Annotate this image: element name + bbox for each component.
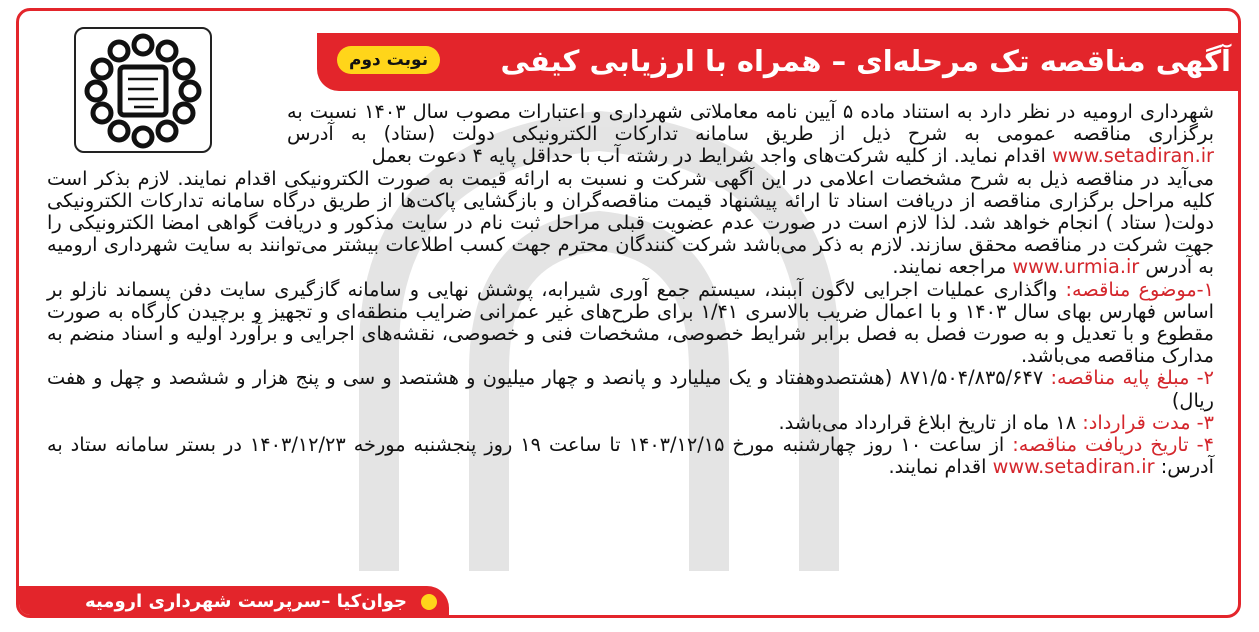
urmia-link[interactable]: www.urmia.ir — [1012, 255, 1140, 279]
signature-bar — [19, 586, 449, 618]
item-base-price: ۲- مبلغ پایه مناقصه: ۸۷۱/۵۰۴/۸۳۵/۶۴۷ (هشتصدوهفتاد و یک میلیارد و پانصد و چهار میلیون و هشتصد و سی و پنج هزار و ششصد و چهل و هفت ریال) — [47, 366, 1214, 412]
signature-text: جوان‌کیا –سرپرست شهرداری ارومیه — [85, 591, 407, 612]
item-duration: ۳- مدت قرارداد: ۱۸ ماه از تاریخ ابلاغ قرارداد می‌باشد. — [778, 410, 1214, 434]
item-subject-label: ۱-موضوع مناقصه: — [1065, 277, 1214, 301]
item-receive-date: ۴- تاریخ دریافت مناقصه: از ساعت ۱۰ روز چهارشنبه مورخ ۱۴۰۳/۱۲/۱۵ تا ساعت ۱۹ روز پنجشنبه مورخه ۱۴۰۳/۱۲/۲۳ در بستر سامانه ستاد به آدرس: www.setadiran.ir اقدام نمایند. — [47, 433, 1214, 479]
item-base-price-label: ۲- مبلغ پایه مناقصه: — [1050, 366, 1214, 390]
bullet-dot-icon — [421, 594, 437, 610]
setad-link-2[interactable]: www.setadiran.ir — [992, 455, 1155, 479]
setad-link[interactable]: www.setadiran.ir — [1052, 144, 1214, 168]
round-badge: نوبت دوم — [337, 46, 440, 74]
item-duration-label: ۳- مدت قرارداد: — [1082, 410, 1214, 434]
advertisement-frame — [16, 8, 1241, 618]
logo-box — [74, 27, 212, 153]
item-subject: ۱-موضوع مناقصه: واگذاری عملیات اجرایی لاگون آببند، سیستم جمع آوری شیرابه، پوشش نهایی و سامانه گازگیری سایت دفن پسماند نازلو بر اساس فهارس بهای سال ۱۴۰۳ و با اعمال ضریب بالاسری ۱/۴۱ برای طرح‌های غیر عمرانی ضرایب منطقه‌ای و تجهیز و برچیدن کارگاه به صورت مقطوع و با تعدیل و به صورت فصل به فصل برابر شرایط خصوصی، مشخصات فنی و خصوصی، نقشه‌های اجرایی و برآورد اولیه و اسناد منضم به مدارک مناقصه می‌باشد. — [47, 277, 1215, 368]
ad-body — [47, 100, 1215, 479]
instructions-paragraph: می‌آید در مناقصه ذیل به شرح مشخصات اعلامی در این آگهی شرکت و نسبت به ارائه قیمت به صورت الکترونیکی اقدام نمایند. لازم بذکر است کلیه مراحل برگزاری مناقصه از دریافت اسناد تا ارائه پیشنهاد قیمت مناقصه‌گران و بازگشایی پاکت‌ها از طریق درگاه سامانه تدارکات الکترونیکی دولت( ستاد ) انجام خواهد شد. لذا لازم است در صورت عدم عضویت قبلی مراحل ثبت نام در سایت مذکور و دریافت گواهی امضا الکترونیکی را جهت شرکت در مناقصه محقق سازند. لازم به ذکر می‌باشد شرکت کنندگان محترم جهت کسب اطلاعات بیشتر می‌توانند به سایت شهرداری ارومیه به آدرس www.urmia.ir مراجعه نمایند. — [47, 166, 1214, 279]
title-bar — [317, 33, 1241, 91]
ad-title: آگهی مناقصه تک مرحله‌ای – همراه با ارزیابی کیفی — [500, 44, 1231, 78]
item-receive-date-label: ۴- تاریخ دریافت مناقصه: — [1012, 433, 1214, 457]
municipality-emblem-icon — [82, 33, 204, 149]
intro-paragraph: شهرداری ارومیه در نظر دارد به استناد ماده ۵ آیین نامه معاملاتی شهرداری و اعتبارات مصوب سال ۱۴۰۳ نسبت به برگزاری مناقصه عمومی به شرح ذیل از طریق سامانه تدارکات الکترونیکی دولت (ستاد) به آدرس www.setadiran.ir اقدام نماید. از کلیه شرکت‌های واجد شرایط در رشته آب با حداقل پایه ۴ دعوت بعمل — [287, 100, 1215, 168]
